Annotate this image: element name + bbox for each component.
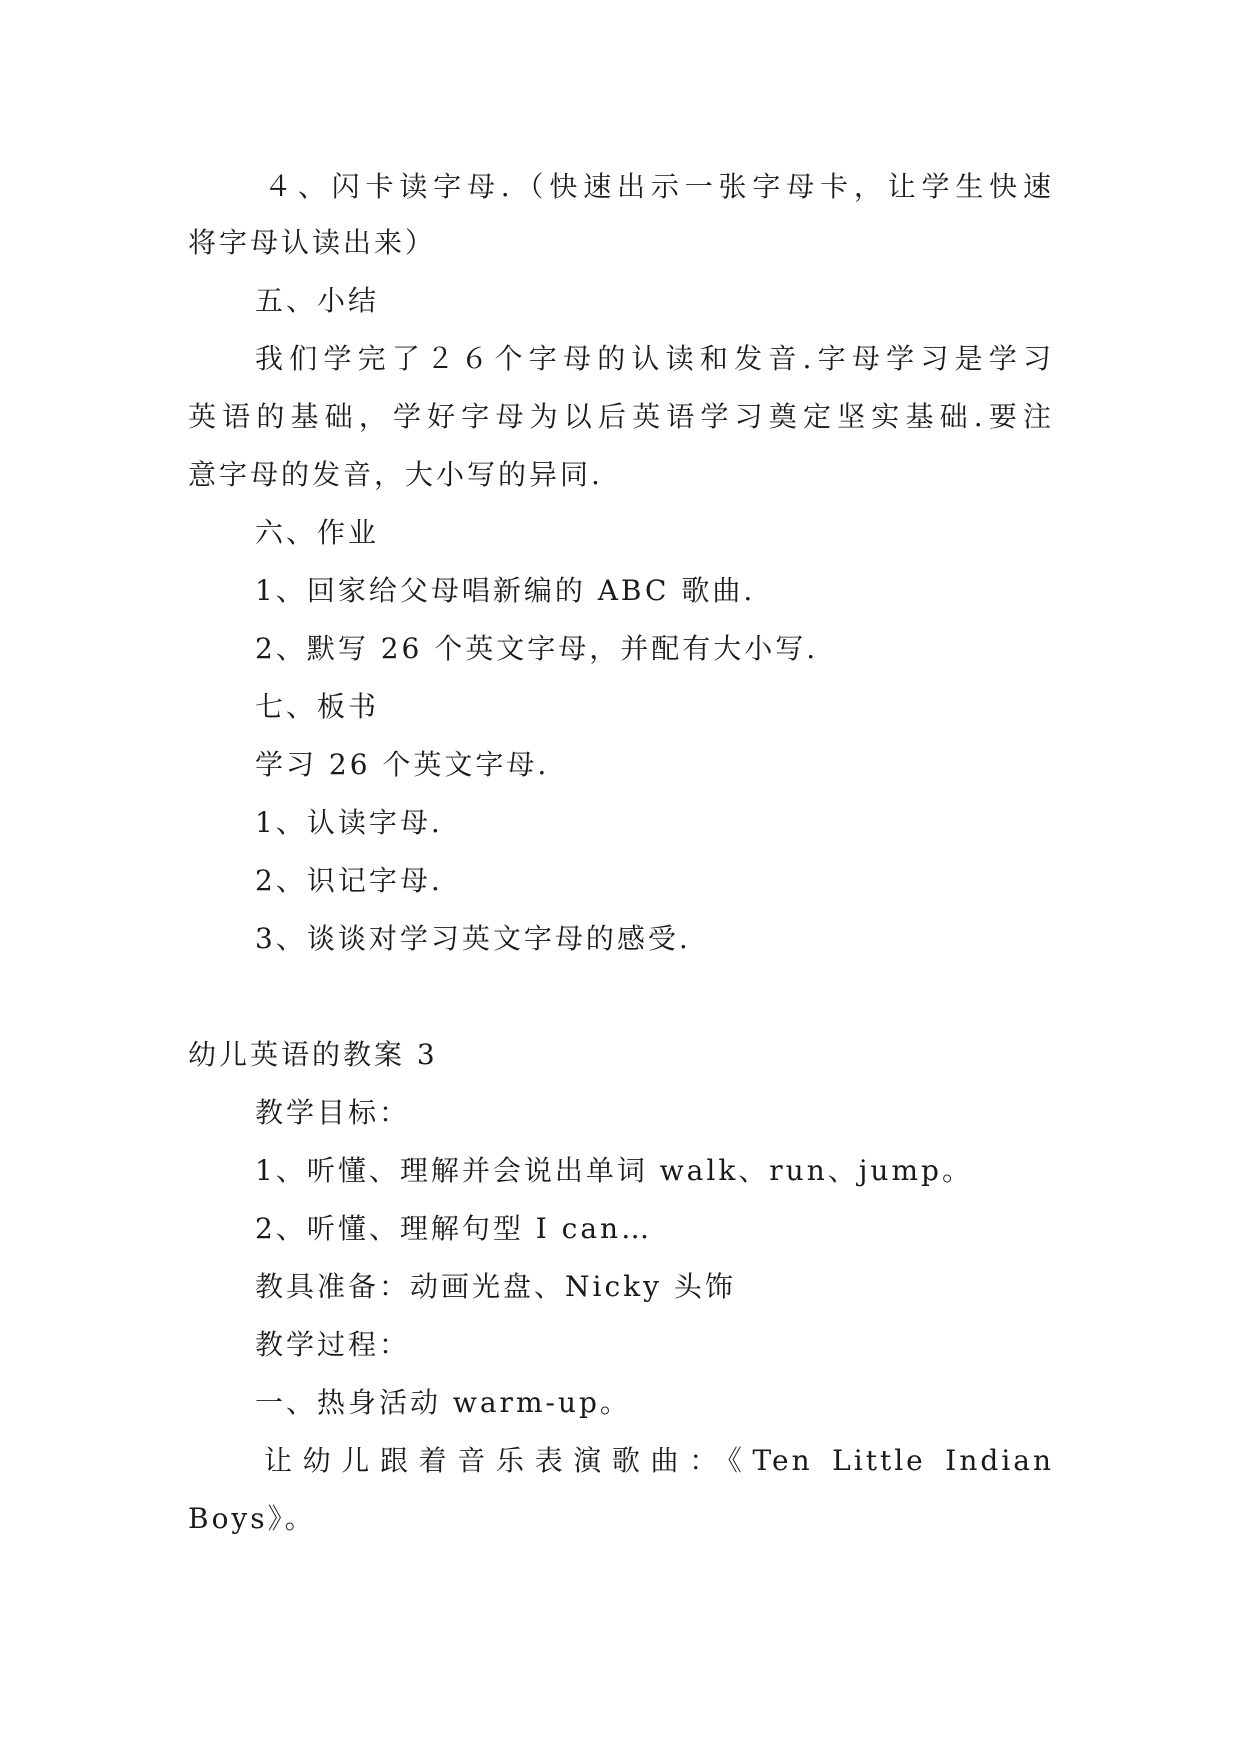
paragraph-summary-line-1: 我们学完了２６个字母的认读和发音.字母学习是学习 [255,342,1054,375]
section-title: 幼儿英语的教案 3 [188,1038,438,1071]
blackboard-item-1: 1、认读字母. [255,806,443,839]
process-step-1-detail-line-1: 让幼儿跟着音乐表演歌曲：《Ten Little Indian [264,1444,1054,1477]
teaching-aids: 教具准备：动画光盘、Nicky 头饰 [255,1270,736,1303]
objective-item-2: 2、听懂、理解句型 I can… [255,1212,653,1245]
process-step-1-detail-line-2: Boys》。 [188,1502,316,1535]
process-step-1: 一、热身活动 warm-up。 [255,1386,631,1419]
homework-item-2: 2、默写 26 个英文字母，并配有大小写. [255,632,819,665]
heading-objectives: 教学目标： [255,1096,411,1129]
heading-process: 教学过程： [255,1328,411,1361]
blackboard-item-3: 3、谈谈对学习英文字母的感受. [255,922,691,955]
paragraph-summary-line-2: 英语的基础，学好字母为以后英语学习奠定坚实基础.要注 [188,400,1054,433]
blackboard-title: 学习 26 个英文字母. [255,748,550,781]
heading-homework: 六、作业 [255,516,380,549]
heading-summary: 五、小结 [255,284,380,317]
paragraph-summary-line-3: 意字母的发音，大小写的异同. [188,458,603,491]
paragraph-flashcard-line-1: ４、闪卡读字母.（快速出示一张字母卡，让学生快速 [264,170,1054,203]
paragraph-flashcard-line-2: 将字母认读出来） [188,226,437,259]
objective-item-1: 1、听懂、理解并会说出单词 walk、run、jump。 [255,1154,973,1187]
blackboard-item-2: 2、识记字母. [255,864,443,897]
homework-item-1: 1、回家给父母唱新编的 ABC 歌曲. [255,574,756,607]
heading-blackboard: 七、板书 [255,690,380,723]
